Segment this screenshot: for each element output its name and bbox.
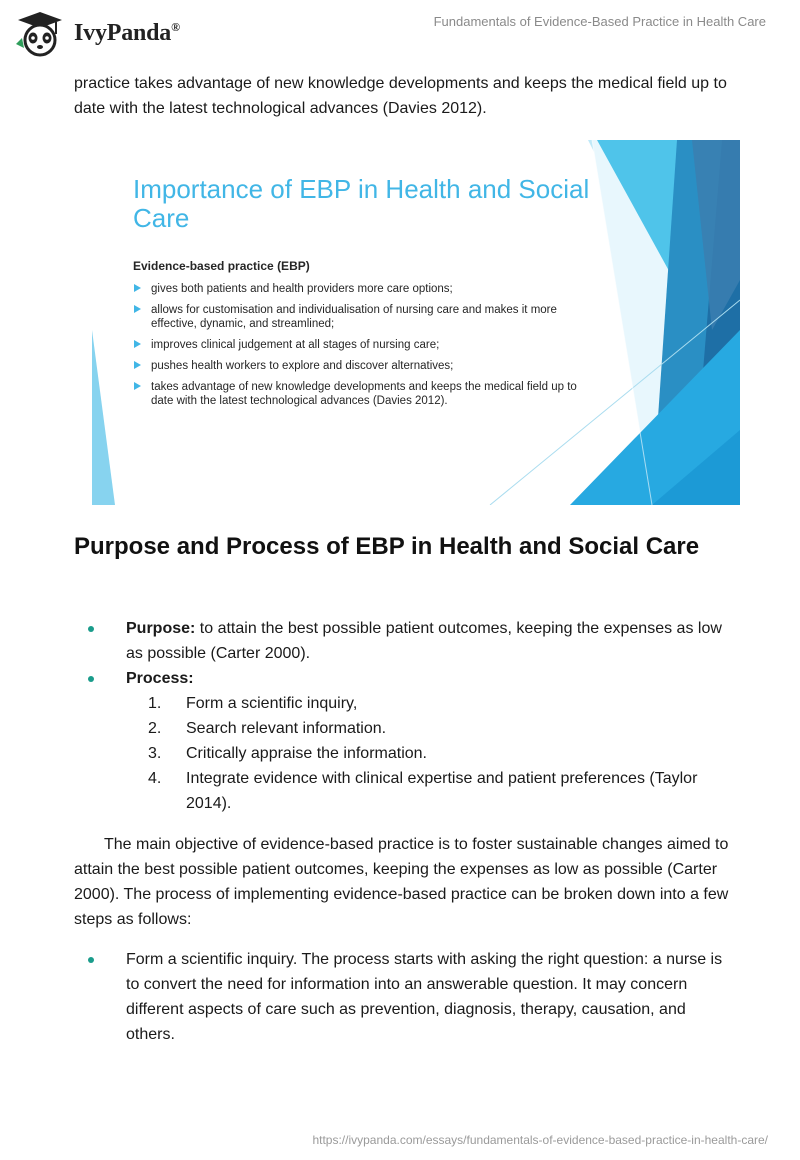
registered-mark: ® (171, 19, 180, 34)
process-step: 3. Critically appraise the information. (148, 745, 427, 762)
process-label: Process: (126, 670, 194, 687)
slide-bullet-list (133, 282, 583, 415)
slide-title: Importance of EBP in Health and Social Care (133, 174, 590, 233)
step-detail-text: Form a scientific inquiry. The process starts with asking the right question: a nurse is to convert the need for information into an answerable question. It may concern different aspects of care such as prevention, diagnosis, therapy, causation, and others. (126, 951, 723, 1043)
running-head: Fundamentals of Evidence-Based Practice in Health Care (433, 14, 766, 29)
brand-logo[interactable] (12, 8, 180, 58)
slide-bullet: pushes health workers to explore and discover alternatives; (133, 359, 583, 373)
source-url[interactable]: https://ivypanda.com/essays/fundamentals-of-evidence-based-practice-in-health-care/ (312, 1133, 768, 1147)
logo-text: IvyPanda® (74, 19, 180, 46)
slide-bullet: improves clinical judgement at all stages of nursing care; (133, 338, 583, 352)
body-paragraph: The main objective of evidence-based practice is to foster sustainable changes aimed to attain the best possible patient outcomes, keeping the expenses as low as possible (Carter 2000). The process of implementing evidence-based practice can be broken down into a few steps as follows: (74, 836, 729, 928)
triangle-bullet-icon (134, 382, 141, 390)
section-heading: Purpose and Process of EBP in Health and Social Care (74, 533, 700, 560)
process-steps (126, 691, 734, 816)
triangle-bullet-icon (134, 340, 141, 348)
slide-subtitle: Evidence-based practice (EBP) (133, 259, 310, 273)
bullet-dot-icon (88, 957, 94, 963)
triangle-bullet-icon (134, 361, 141, 369)
bullet-dot-icon (88, 676, 94, 682)
triangle-bullet-icon (134, 305, 141, 313)
panda-graduate-icon (12, 8, 68, 58)
step-detail-list (0, 947, 734, 1047)
purpose-text: to attain the best possible patient outcomes, keeping the expenses as low as possible (Carter 2000). (126, 620, 722, 662)
purpose-process-list (0, 616, 734, 816)
purpose-label: Purpose: (126, 620, 196, 637)
slide-image (92, 140, 740, 505)
bullet-dot-icon (88, 626, 94, 632)
purpose-item (0, 616, 734, 666)
slide-bullet: gives both patients and health providers more care options; (133, 282, 583, 296)
step-detail-item (0, 947, 734, 1047)
intro-paragraph: practice takes advantage of new knowledge developments and keeps the medical field up to date with the latest technological advances (Davies 2012). (74, 75, 727, 117)
triangle-bullet-icon (134, 284, 141, 292)
process-step: 2. Search relevant information. (148, 720, 387, 737)
process-step: 4. Integrate evidence with clinical expertise and patient preferences (Taylor 2014). (148, 770, 698, 812)
slide-bullet: allows for customisation and individualisation of nursing care and makes it more effective, dynamic, and streamlined; (133, 303, 583, 331)
slide-bullet: takes advantage of new knowledge developments and keeps the medical field up to date with the latest technological advances (Davies 2012). (133, 380, 583, 408)
process-step: 1. Form a scientific inquiry, (148, 695, 358, 712)
process-item (0, 666, 734, 816)
